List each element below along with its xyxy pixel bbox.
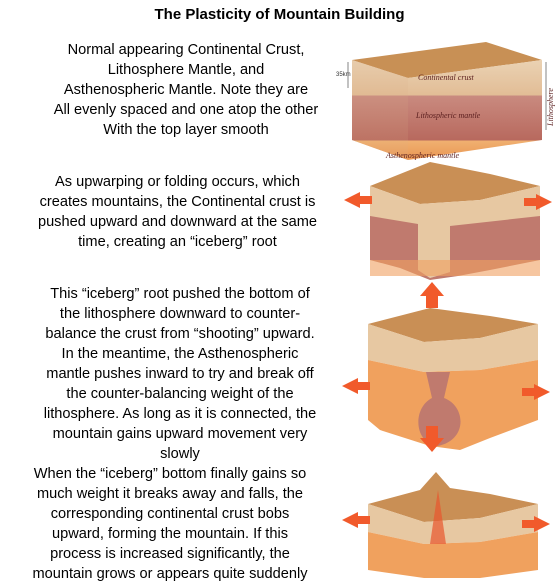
diagram-normal-layers xyxy=(336,32,556,167)
label-lithospheric-mantle: Lithospheric mantle xyxy=(416,111,481,120)
paragraph-breakaway xyxy=(8,464,332,584)
text-line: the lithosphere downward to counter- xyxy=(59,306,301,322)
text-line: mantle pushes inward to try and break off xyxy=(46,366,314,382)
push-arrow-left xyxy=(342,512,370,528)
asthenosphere xyxy=(370,260,540,276)
text-line: much weight it breaks away and falls, the xyxy=(36,486,304,502)
text-line: process is increased significantly, the xyxy=(50,546,290,562)
text-line: mountain grows or appears quite suddenly xyxy=(32,566,308,582)
label-asthenospheric-mantle: Asthenospheric mantle xyxy=(386,151,460,160)
label-continental-crust: Continental crust xyxy=(418,73,474,82)
text-line: the counter-balancing weight of the xyxy=(66,386,294,402)
text-line: time, creating an “iceberg” root xyxy=(78,234,277,250)
text-line: pushed upward and downward at the same xyxy=(37,214,318,230)
text-line: mountain gains upward movement very xyxy=(52,426,308,442)
text-line: In the meantime, the Asthenospheric xyxy=(61,346,299,362)
diagram-iceberg-root xyxy=(340,280,555,465)
text-line: When the “iceberg” bottom finally gains so xyxy=(33,466,307,482)
text-line: This “iceberg” root pushed the bottom of xyxy=(50,286,310,302)
text-line: upward, forming the mountain. If this xyxy=(51,526,289,542)
text-line: Lithosphere Mantle, and xyxy=(107,62,265,78)
text-line: creates mountains, the Continental crust is xyxy=(39,194,316,210)
diagram-upwarping xyxy=(340,160,555,280)
thickness-label: 35km xyxy=(336,72,351,78)
up-arrow xyxy=(420,282,444,308)
push-arrow-left xyxy=(344,192,372,208)
text-line: With the top layer smooth xyxy=(103,122,269,138)
diagram-breakaway xyxy=(340,470,555,580)
text-line: Normal appearing Continental Crust, xyxy=(67,42,305,58)
push-arrow-left xyxy=(342,378,370,394)
text-line: lithosphere. As long as it is connected, the xyxy=(43,406,317,422)
text-line: Asthenospheric Mantle. Note they are xyxy=(63,82,309,98)
text-line: As upwarping or folding occurs, which xyxy=(55,174,300,190)
paragraph-normal-crust xyxy=(30,40,342,140)
text-line: slowly xyxy=(160,446,200,462)
page-title: The Plasticity of Mountain Building xyxy=(154,6,405,23)
text-line: balance the crust from “shooting” upward. xyxy=(45,326,315,342)
text-line: corresponding continental crust bobs xyxy=(50,506,290,522)
paragraph-iceberg-root xyxy=(22,284,338,464)
text-line: All evenly spaced and one atop the other xyxy=(53,102,319,118)
label-lithosphere: Lithosphere xyxy=(546,88,555,126)
paragraph-upwarping xyxy=(20,172,335,252)
